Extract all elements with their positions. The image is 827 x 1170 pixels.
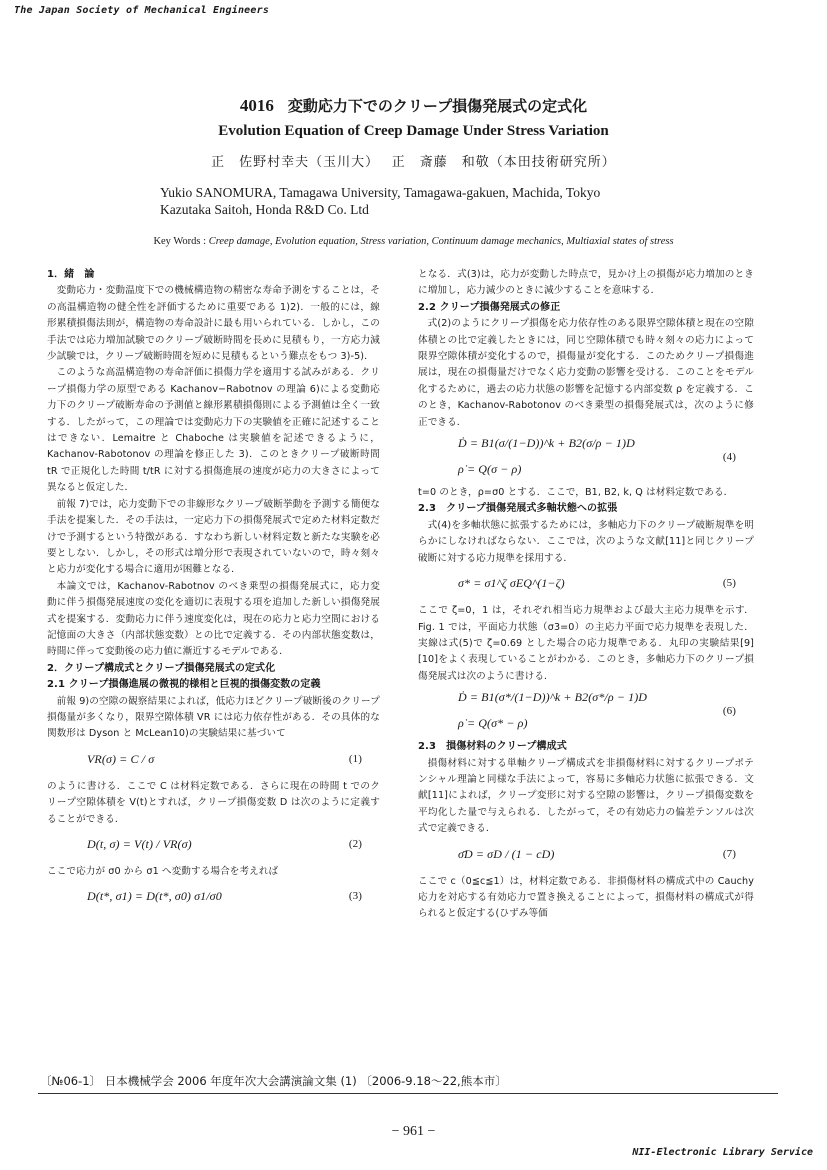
equation-body: VR(σ) = C / σ bbox=[87, 751, 155, 766]
paper-title-english: Evolution Equation of Creep Damage Under Stress Variation bbox=[218, 123, 609, 139]
equation-number: (2) bbox=[348, 838, 362, 850]
equation-line: ρ̇ = Q(σ* − ρ) bbox=[458, 716, 528, 731]
equation-number: (3) bbox=[348, 890, 362, 903]
equation-number: (6) bbox=[722, 705, 736, 718]
equation-line: ρ̇ = Q(σ − ρ) bbox=[458, 462, 522, 477]
paragraph: 損傷材料に対する単軸クリープ構成式を非損傷材料に対するクリープポテンシャル理論と同様な手法によって，容易に多軸応力状態に拡張できる．文献[11]によれば，クリープ変形に対する空隙の影響は，クリープ損傷変数を平均化した量で与えられる．したがって，その有効応力の偏差テンソルは次式で定義できる． bbox=[418, 757, 754, 835]
title-japanese-text: 変動応力下でのクリープ損傷発展式の定式化 bbox=[287, 97, 588, 115]
left-column bbox=[47, 267, 380, 916]
affiliation-line-2: Kazutaka Saitoh, Honda R&D Co. Ltd bbox=[160, 202, 369, 217]
society-header: The Japan Society of Mechanical Engineers bbox=[14, 5, 270, 16]
keywords-values: Creep damage, Evolution equation, Stress variation, Continuum damage mechanics, Multiaxial states of stress bbox=[208, 236, 674, 247]
paragraph: 変動応力・変動温度下での機械構造物の精密な寿命予測をすることは，その高温構造物の健全性を評価するために重要である 1)2)．一般的には，線形累積損傷法則が，構造物の寿命設計に最も用いられている．しかし，この手法では応力増加試験でのクリープ破断時間を長めに見積もり，一方応力減少試験では，クリープ破断時間を短めに見積もるという難点をもつ 3)-5)． bbox=[47, 285, 380, 363]
right-column bbox=[418, 267, 754, 923]
equation-4 bbox=[418, 431, 754, 485]
section-heading-2-2: 2.2 クリープ損傷発展式の修正 bbox=[418, 301, 561, 313]
equation-number: (7) bbox=[722, 847, 736, 860]
paragraph: 前報 7)では，応力変動下での非線形なクリープ破断挙動を予測する簡便な手法を提案した．その手法は，一定応力下の損傷発展式で定めた材料定数だけで予測するという特徴がある．すなわち新しい材料定数と新たな実験を必要としない．しかし，その形式は増分形で表現されていないので，時々刻々と応力が変化する場合に適用が困難となる． bbox=[47, 498, 380, 576]
equation-body: σ* = σ1^ζ σEQ^(1−ζ) bbox=[458, 576, 565, 591]
paragraph: のように書ける．ここで C は材料定数である．さらに現在の時間 t でのクリープ空隙体積を V(t)とすれば，クリープ損傷変数 D は次のように定義することができる． bbox=[47, 780, 380, 825]
conference-footer: 〔№06-1〕 日本機械学会 2006 年度年次大会講演論文集 (1) 〔2006-9.18〜22,熊本市〕 bbox=[40, 1074, 507, 1088]
equation-3 bbox=[47, 880, 380, 916]
keywords-label: Key Words : bbox=[153, 236, 207, 247]
paragraph: となる．式(3)は，応力が変動した時点で，見かけ上の損傷が応力増加のときに増加し，応力減少のときに減少することを意味する． bbox=[418, 269, 754, 297]
equation-1 bbox=[47, 743, 380, 779]
page-number: − 961 − bbox=[391, 1124, 436, 1139]
section-heading-2-3b: 2.3 損傷材料のクリープ構成式 bbox=[418, 741, 567, 753]
paragraph: 前報 9)の空隙の観察結果によれば，低応力ほどクリープ破断後のクリープ損傷量が多くなり，限界空隙体積 VR には応力依存性がある．その具体的な関数形は Dyson と McLean10)の実験結果に基づいて bbox=[47, 695, 380, 740]
authors-japanese: 正 佐野村幸夫（玉川大） 正 斎藤 和敬（本田技術研究所） bbox=[211, 155, 616, 170]
affiliations bbox=[160, 184, 600, 218]
section-heading-2-1: 2.1 クリープ損傷進展の微視的様相と巨視的損傷変数の定義 bbox=[47, 679, 321, 691]
paragraph: 式(2)のようにクリープ損傷を応力依存性のある限界空隙体積と現在の空隙体積との比で定義したときには，同じ空隙体積でも時々刻々の応力によって限界空隙体積が変化するので，損傷量が変化する．このためクリープ損傷進展は，現在の損傷量だけでなく応力変動の影響を受ける．このことをモデル化するために，過去の応力状態の影響を記憶する内部変数 ρ を定義する．このとき，Kachanov-Rabotonov のべき乗型の損傷発展式は，次のように修正できる． bbox=[418, 318, 754, 428]
equation-6 bbox=[418, 685, 754, 739]
equation-line: Ḋ = B1(σ/(1−D))^k + B2(σ/ρ − 1)D bbox=[458, 436, 635, 451]
paragraph: ここで ζ=0，1 は，それぞれ相当応力規準および最大主応力規準を示す．Fig. 1 では，平面応力状態（σ3=0）の主応力平面で応力規準を表現した．実線は式(5)で ζ=0.69 とした場合の応力規準である．丸印の実験結果[9][10]をよく表現していることがわかる．このとき，多軸応力下のクリープ損傷発展式は次のように書ける． bbox=[418, 605, 754, 682]
paragraph: ここで応力が σ0 から σ1 へ変動する場合を考えれば bbox=[47, 866, 279, 877]
section-heading-2-3a: 2.3 クリープ損傷発展式多軸状態への拡張 bbox=[418, 503, 618, 515]
equation-body: D(t, σ) = V(t) / VR(σ) bbox=[87, 837, 192, 851]
paragraph: ここで c（0≦c≦1）は，材料定数である．非損傷材料の構成式中の Cauchy 応力を対応する有効応力で置き換えることによって，損傷材料の構成式が得られると仮定する(ひずみ等価 bbox=[418, 875, 754, 920]
paper-title-japanese bbox=[0, 95, 827, 116]
equation-body: σ̄D = σD / (1 − cD) bbox=[458, 846, 555, 861]
equation-2 bbox=[47, 828, 380, 864]
section-heading-introduction: 1．緒 論 bbox=[47, 269, 95, 280]
paragraph: このような高温構造物の寿命評価に損傷力学を適用する試みがある．クリープ損傷力学の原型である Kachanov−Rabotnov の理論 6)による変動応力下のクリープ破断寿命の予測値と線形累積損傷則による予測値は全く一致する．したがって，この理論では変動応力下の実験値を正確に記述することはできない．Lemaitre と Chaboche は実験値を記述できるように，Kachanov-Rabotonov の理論を修正した 3)．このときクリープ破断時間 tR で正規化した時間 t/tR に対する損傷進展の速度が応力の大きさによって異なると仮定した． bbox=[47, 367, 380, 494]
equation-5 bbox=[418, 567, 754, 603]
affiliation-line-1: Yukio SANOMURA, Tamagawa University, Tamagawa-gakuen, Machida, Tokyo bbox=[160, 185, 601, 200]
equation-number: (4) bbox=[722, 451, 736, 464]
equation-number: (1) bbox=[348, 752, 362, 765]
keywords bbox=[0, 236, 827, 247]
paper-number: 4016 bbox=[239, 96, 274, 115]
equation-7 bbox=[418, 838, 754, 874]
equation-number: (5) bbox=[722, 577, 736, 590]
paragraph: t=0 のとき，ρ=σ0 とする．ここで，B1, B2, k, Q は材料定数である． bbox=[418, 487, 734, 499]
paragraph: 本論文では，Kachanov-Rabotnov のべき乗型の損傷発展式に，応力変動に伴う損傷発展速度の変化を適切に表現する項を追加した新しい損傷発展式を提案する．変動応力に伴う速度変化は，現在の応力と応力空間における記憶面の大きさ（内部状態変数）との比で定義する．その内部状態変数は，時間に伴って変動後の応力値に漸近するモデルである． bbox=[47, 580, 380, 658]
footer-divider bbox=[38, 1093, 778, 1094]
equation-body: D(t*, σ1) = D(t*, σ0) σ1/σ0 bbox=[87, 889, 222, 904]
paragraph: 式(4)を多軸状態に拡張するためには，多軸応力下のクリープ破断規準を明らかにしなければならない．ここでは，次のような文献[11]と同じクリープ破断に対する応力規準を採用する． bbox=[418, 519, 754, 564]
section-heading-2: 2．クリープ構成式とクリープ損傷発展式の定式化 bbox=[47, 662, 276, 674]
equation-line: Ḋ = B1(σ*/(1−D))^k + B2(σ*/ρ − 1)D bbox=[458, 690, 648, 705]
nii-footer: NII-Electronic Library Service bbox=[632, 1147, 813, 1158]
